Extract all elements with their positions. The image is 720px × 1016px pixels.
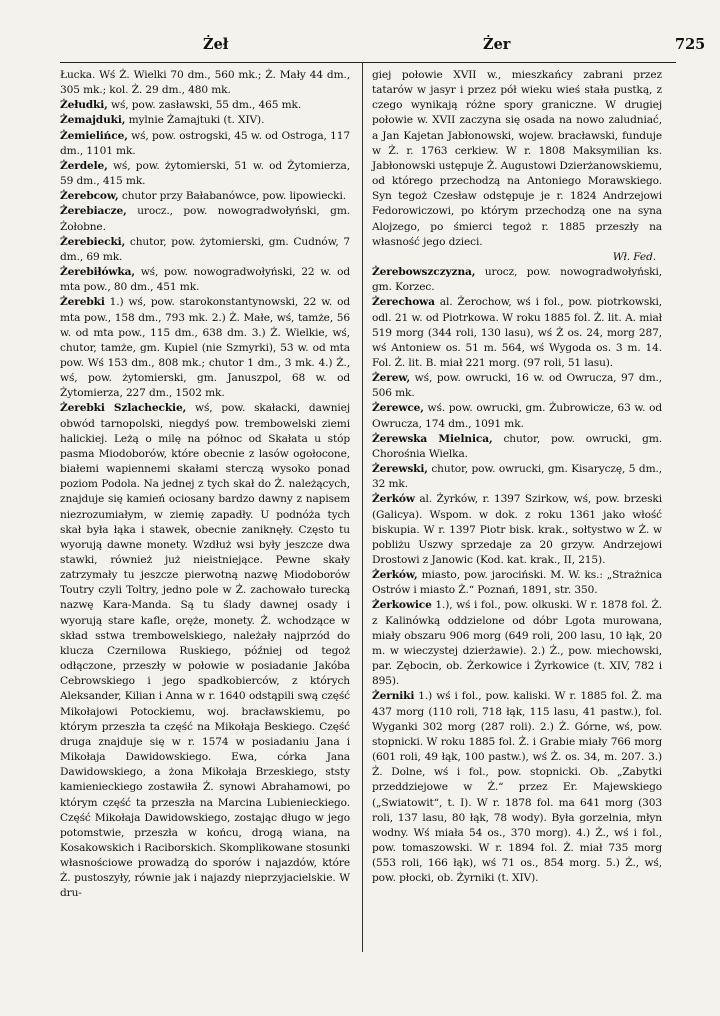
entry-text: 1.) wś i fol., pow. kaliski. W r. 1885 fol. Ż. ma 437 morg (110 roli, 718 łąk, 115 lasu, 41 pastw.), fol. Wyganki 302 morg (287 roli). 2.) Ż. Górne, wś, pow. stopnicki. W roku 1885 fol. Ż. i Grabie miały 766 morg (601 roli, 49 łąk, 100 pastw.), wś Ż. os. 34, m. 207. 3.) Ż. Dolne, wś i fol., pow. stopnicki. Ob. „Zabytki przeddziejowe w Ż.“ przez Er. Majewskiego („Swiatowit“, t. I). W r. 1878 fol. ma 641 morg (303 roli, 137 lasu, 80 łąk, 78 wody). Była gorzelnia, młyn wodny. Wś miała 54 os., 370 morg). 4.) Ż., wś i fol., pow. tomaszowski. W r. 1894 fol. Ż. miał 735 morg (553 roli, 166 łąk), wś 71 os., 854 morg. 5.) Ż., wś, pow. płocki, ob. Żyrniki (t. XIV). [372, 690, 662, 885]
dictionary-entry [372, 401, 662, 431]
entry-text: urocz., pow. nowogradwołyński, gm. Żołobne. [60, 205, 350, 233]
dictionary-entry [60, 295, 350, 401]
entry-headword: Żerebiacze, [60, 205, 127, 218]
entry-text: wś, pow. żytomierski, 51 w. od Żytomierza, 59 dm., 415 mk. [60, 159, 350, 188]
entry-headword: Żerechowa [372, 296, 435, 309]
dictionary-entry [60, 204, 350, 234]
entry-headword: Żerebcow, [60, 190, 119, 203]
entry-text: chutor, pow. żytomierski, gm. Cudnów, 7 dm., 69 mk. [60, 235, 350, 263]
dictionary-entry [372, 265, 662, 295]
dictionary-entry [372, 598, 662, 689]
entry-text: chutor, pow. owrucki, gm. Kisaryczę, 5 dm., 32 mk. [372, 463, 662, 491]
dictionary-entry [60, 98, 350, 113]
entry-text: wś, pow. zasławski, 55 dm., 465 mk. [107, 99, 302, 112]
column-divider [362, 62, 363, 952]
entry-headword: Żerków [372, 493, 415, 506]
entry-text: urocz, pow. nowogradwołyński, gm. Korzec. [372, 266, 662, 294]
dictionary-entry [372, 68, 662, 250]
dictionary-entry [372, 462, 662, 492]
header-rule [60, 62, 676, 63]
entry-text: al. Żerochow, wś i fol., pow. piotrkowski, odl. 21 w. od Piotrkowa. W roku 1885 fol. Ż. lit. A. miał 519 morg (344 roli, 130 lasu), wś Ż os. 24, morg 287, wś Antoniew os. 51 m. 564, wś Wygoda os. 3 m. 14. Fol. Ż. lit. B. miał 221 morg. (97 roli, 51 lasu). [372, 296, 662, 369]
entry-text: Łucka. Wś Ż. Wielki 70 dm., 560 mk.; Ż. Mały 44 dm., 305 mk.; kol. Ż. 29 dm., 480 mk. [60, 69, 350, 97]
entry-headword: Żerków, [372, 569, 418, 582]
header-right-keyword: Żer [483, 36, 511, 53]
entry-text: giej połowie XVII w., mieszkańcy zabrani przez tatarów w jasyr i przez pół wieku wieś stała pustką, z czego wynikają różne spory graniczne. W drugiej połowie w. XVII zaczyna się osada na nowo zaludniać, a Jan Kajetan Jabłonowski, wojew. bracławski, funduje w Ż. r. 1763 cerkiew. W r. 1808 Maksymilian ks. Jabłonowski ustępuje Ż. Augustowi Dzierżanowskiemu, od którego przechodzą na Antoniego Morawskiego. Syn tegoż Czesław odstępuje je r. 1824 Andrzejowi Fedorowiczowi, po którym przechodzą one na syna Alojzego, po śmierci tegoż r. 1885 przeszły na własność jego dzieci. [372, 69, 663, 248]
entry-text: wś, pow. owrucki, 16 w. od Owrucza, 97 dm., 506 mk. [372, 372, 662, 400]
entry-headword: Żełudki, [60, 99, 108, 112]
entry-text: miasto, pow. jarociński. M. W. ks.: „Strażnica Ostrów i miasto Ż.“ Poznań, 1891, str. 350. [372, 569, 662, 597]
entry-text: wś, pow. ostrogski, 45 w. od Ostroga, 117 dm., 1101 mk. [60, 129, 350, 157]
entry-headword: Żerebki [60, 296, 105, 309]
dictionary-entry [60, 159, 350, 189]
entry-headword: Żemielińce, [60, 129, 128, 142]
right-column [372, 68, 662, 886]
dictionary-entry [372, 371, 662, 401]
left-column [60, 68, 350, 902]
entry-headword: Żerniki [372, 690, 415, 703]
entry-headword: Żemajduki, [60, 114, 126, 127]
dictionary-entry [60, 235, 350, 265]
entry-text: chutor przy Bałabanówce, pow. lipowiecki. [118, 190, 346, 203]
entry-text: Wł. Fed. [612, 250, 656, 263]
dictionary-entry [60, 265, 350, 295]
dictionary-entry [60, 113, 350, 128]
dictionary-entry [60, 401, 350, 901]
dictionary-entry [60, 129, 350, 159]
entry-text: 1.), wś i fol., pow. olkuski. W r. 1878 fol. Ż. z Kalinówką oddzielone od dóbr Lgota murowana, miały obszaru 906 morg (649 roli, 200 lasu, 10 łąk, 20 m. w wieczystej dzierżawie). 2.) Ż., pow. miechowski, par. Zębocin, ob. Żerkowice i Żyrkowice (t. XIV, 782 i 895). [372, 599, 662, 688]
entry-headword: Żerebowszczyzna, [372, 266, 476, 279]
dictionary-entry [372, 432, 662, 462]
dictionary-entry [60, 189, 350, 204]
entry-headword: Żerewce, [372, 402, 424, 415]
entry-text: wś, pow. nowogradwołyński, 22 w. od mta pow., 80 dm., 451 mk. [60, 266, 350, 294]
entry-text: al. Żyrków, r. 1397 Szirkow, wś, pow. brzeski (Galicya). Wspom. w dok. z roku 1361 jako włość biskupia. W r. 1397 Piotr bisk. krak., sołtystwo w Ż. w pobliżu Uszwy sprzedaje za 20 grzyw. Andrzejowi Drostowi z Janowic (Kod. kat. krak., II, 215). [372, 493, 662, 566]
entry-text: chutor, pow. owrucki, gm. Chorośnia Wielka. [372, 432, 662, 460]
dictionary-entry [372, 568, 662, 598]
author-signature [372, 250, 662, 265]
header-left-keyword: Żeł [203, 36, 229, 53]
entry-text: mylnie Żamajtuki (t. XIV). [125, 114, 265, 127]
dictionary-entry [60, 68, 350, 98]
dictionary-entry [372, 492, 662, 568]
entry-headword: Żerewski, [372, 463, 428, 476]
page-header [0, 36, 720, 56]
entry-text: wś. pow. owrucki, gm. Żubrowicze, 63 w. od Owrucza, 174 dm., 1091 mk. [372, 402, 662, 430]
entry-headword: Żerebiłówka, [60, 266, 135, 279]
entry-headword: Żerewska Mielnica, [372, 432, 493, 445]
entry-headword: Żerew, [372, 372, 411, 385]
entry-text: wś, pow. skałacki, dawniej obwód tarnopolski, niegdyś pow. trembowelski ziemi halickiej. Leżą o milę na północ od Skałata u stóp pasma Miodoborów, które obecnie z lasów ogołocone, białemi wapiennemi skałami sterczą wysoko ponad poziom Podola. Na jednej z tych skał do Ż. należących, znajduje się kamień ociosany bardzo dawny z napisem niezrozumiałym, w ziemię zapadły. U podnóża tych skał była łąka i stawek, obecnie zaniknęły. Często tu wyorują dawne monety. Wzdłuż wsi były jeszcze dwa stawki, również już nieistniejące. Pewne skały zatrzymały tu jeszcze pierwotną nazwę Miodoborów Toutry czyli Toltry, jedno pole w Ż. zachowało turecką nazwę Kara-Manda. Są tu ślady dawnej osady i wyorują stare kafle, oręże, monety. Ż. wchodzące w skład sstwa trembowelskiego, należały najprzód do klucza Czernilowa Ruskiego, później od tegoż odłączone, przeszły w połowie w posiadanie Jakóba Cebrowskiego i jego spadkobierców, z których Aleksander, Kilian i Anna w r. 1640 odstąpili swą część Mikołajowi Potockiemu, woj. bracławskiemu, po którym przeszła ta część na Mikołaja Beskiego. Część druga znajduje się w r. 1574 w posiadaniu Jana i Mikołaja Dawidowskiego. Ewa, córka Jana Dawidowskiego, a żona Mikołaja Brzeskiego, ststy kamienieckiego zostawiła Ż. synowi Abrahamowi, po którym część ta przeszła na Marcina Lubienieckiego. Część Mikołaja Dawidowskiego, zostając długo w jego potomstwie, przeszła w końcu, drogą wiana, na Kosakowskich i Raciborskich. Skomplikowane stosunki własnościowe prowadzą do sporów i najazdów, które Ż. pustoszyły, równie jak i najazdy nieprzyjacielskie. W dru- [60, 402, 350, 900]
dictionary-entry [372, 689, 662, 886]
entry-headword: Żerebiecki, [60, 235, 126, 248]
entry-headword: Żerkowice [372, 599, 432, 612]
entry-headword: Żerebki Szlacheckie, [60, 402, 187, 415]
dictionary-entry [372, 295, 662, 371]
entry-headword: Żerdele, [60, 159, 108, 172]
page-number: 725 [675, 36, 706, 53]
entry-text: 1.) wś, pow. starokonstantynowski, 22 w. od mta pow., 158 dm., 793 mk. 2.) Ż. Małe, wś, tamże, 56 w. od mta pow., 115 dm., 638 dm. 3.) Ż. Wielkie, wś, chutor, tamże, gm. Kupiel (nie Szmyrki), 53 w. od mta pow. Wś 153 dm., 808 mk.; chutor 1 dm., 3 mk. 4.) Ż., wś, pow. żytomierski, gm. Januszpol, 68 w. od Żytomierza, 227 dm., 1502 mk. [60, 296, 350, 400]
